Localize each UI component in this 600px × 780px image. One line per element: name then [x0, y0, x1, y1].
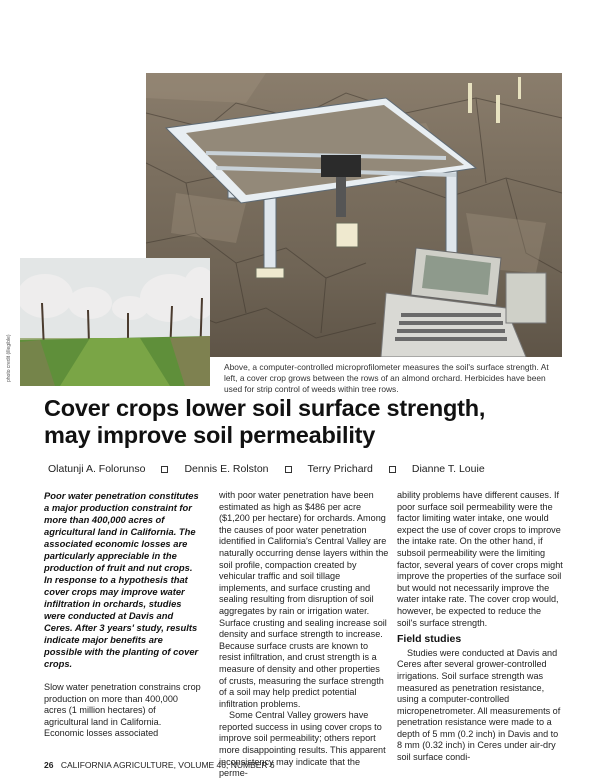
headline-line-1: Cover crops lower soil surface strength,	[44, 395, 486, 421]
orchard-illustration	[20, 258, 210, 386]
author-name: Dennis E. Rolston	[184, 463, 269, 475]
body-text: with poor water penetration have been estimated as high as $486 per acre ($1,200 per hectare) for orchards. Among the causes of poor water penetration identified in California's Central Valley are naturally occurring dense layers within the soil profile, compaction created by vehicular traffic and soil tillage implements, and surface crusting and sealing resulting from disruption of soil aggregates by rain or irrigation water. Surface crusting and sealing increase soil density and surface strength to increase. Because surface crusts are known to resist infiltration, and crust strength is a measure of density and other properties of crusts, measuring the surface strength of a soil may help predict potential infiltration problems.	[219, 490, 389, 709]
column-1	[44, 490, 202, 740]
abstract: Poor water penetration constitutes a major production constraint for more than 400,000 acres of agricultural land in California. The associated economic losses are particularly appreciable in the production of fruit and nut crops. In response to a hypothesis that cover crops may improve water infiltration in orchards, studies were conducted at Davis and Ceres. After 3 years' study, results indicate major benefits are possible with the planting of cover crops.	[44, 490, 199, 669]
photo-caption: Above, a computer-controlled microprofilometer measures the soil's surface strength. At left, a cover crop grows between the rows of an almond orchard. Herbicides have been used for strip control of weeds within tree rows.	[224, 362, 549, 394]
body-text: ability problems have different causes. If poor surface soil permeability were the factor limiting water intake, one would expect the use of cover crops to improve the intake rate. On the other hand, if subsoil permeability were the limiting factor, several years of cover crops might improve the properties of the surface soil but would not necessarily improve the water intake rate. The cover crop would, however, be expected to reduce the soil's surface strength.	[397, 490, 563, 628]
page-footer	[44, 760, 275, 770]
orchard-photo	[20, 258, 210, 386]
article-headline	[44, 395, 564, 449]
author-byline	[48, 463, 568, 475]
author-name: Terry Prichard	[307, 463, 373, 475]
photo-credit: photo credit (illegible)	[6, 334, 12, 382]
body-text: Slow water penetration constrains crop production on more than 400,000 acres (1 million hectares) of agricultural land in California. Economic losses associated	[44, 682, 201, 739]
separator-square-icon	[285, 466, 292, 473]
publication-info: CALIFORNIA AGRICULTURE, VOLUME 46, NUMBER 6	[60, 760, 275, 770]
author-name: Olatunji A. Folorunso	[48, 463, 146, 475]
column-2	[219, 490, 389, 780]
separator-square-icon	[389, 466, 396, 473]
author-name: Dianne T. Louie	[411, 463, 485, 475]
page-number: 26	[44, 760, 54, 770]
body-text: Some Central Valley growers have reported success in using cover crops to improve soil permeability; others report more disappointing results. This apparent inconsistency may indicate that the perme-	[219, 710, 386, 779]
column-3	[397, 490, 563, 764]
separator-square-icon	[161, 466, 168, 473]
section-heading: Field studies	[397, 633, 462, 646]
headline-line-2: may improve soil permeability	[44, 422, 376, 448]
body-text: Studies were conducted at Davis and Ceres after several grower-controlled irrigations. Soil surface strength was measured as penetration resistance, using a computer-controlled micropenetrometer. All measurements of penetration resistance were made to a depth of 5 mm (0.2 inch) in Davis and to 8 mm (0.32 inch) in Ceres under air-dry soil surface condi-	[397, 647, 561, 763]
